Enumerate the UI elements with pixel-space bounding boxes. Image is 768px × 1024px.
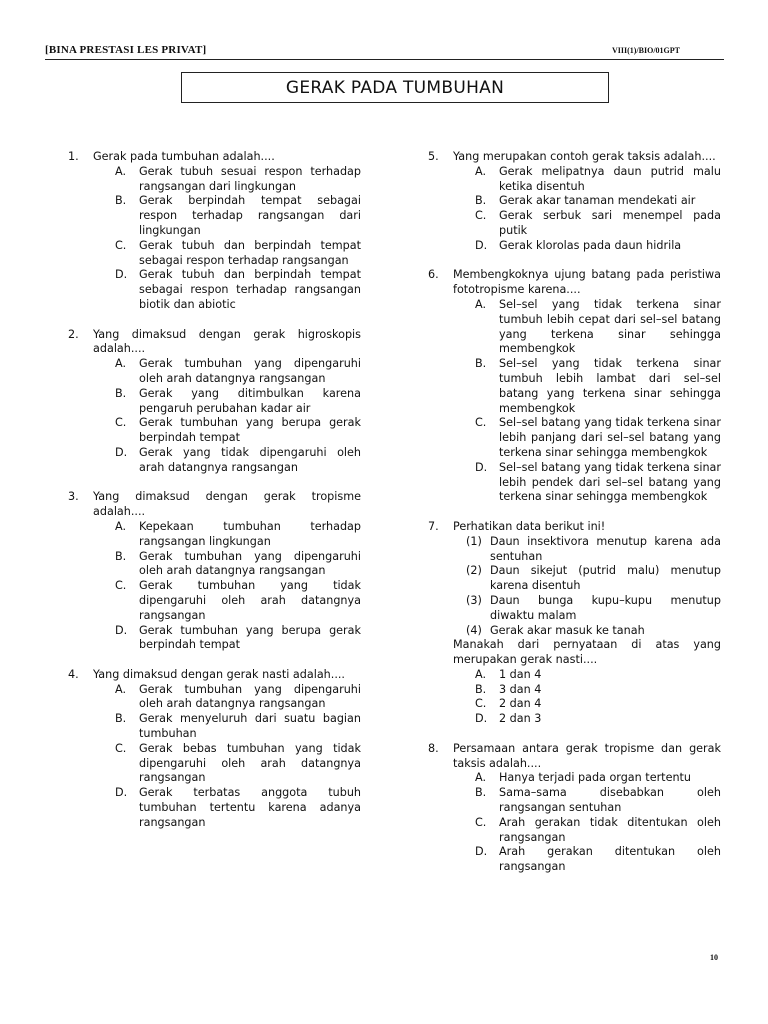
answer-option	[475, 697, 721, 712]
option-text: Gerak yang tidak dipengaruhi oleh arah datangnya rangsangan	[139, 445, 361, 474]
option-text: Gerak akar tanaman mendekati air	[499, 194, 696, 208]
question-item	[428, 268, 721, 505]
statement-text: Daun insektivora menutup karena ada sentuhan	[490, 534, 721, 563]
answer-option	[475, 786, 721, 816]
option-letter: A.	[115, 357, 127, 371]
option-text: Arah gerakan tidak ditentukan oleh rangsangan	[499, 815, 721, 844]
option-letter: B.	[115, 386, 127, 400]
option-letter: B.	[115, 712, 127, 726]
option-letter: B.	[475, 682, 487, 696]
statement-item	[466, 564, 721, 594]
option-text: Gerak terbatas anggota tubuh tumbuhan tertentu karena adanya rangsangan	[139, 786, 361, 829]
option-letter: D.	[475, 712, 488, 726]
option-letter: D.	[475, 238, 488, 252]
option-text: Sel–sel batang yang tidak terkena sinar lebih panjang dari sel–sel batang yang terkena sinar sehingga membengkok	[499, 416, 721, 459]
option-letter: D.	[475, 845, 488, 859]
statement-number: (1)	[466, 534, 482, 548]
question-text: Perhatikan data berikut ini!	[453, 519, 606, 533]
answer-option	[475, 357, 721, 416]
option-text: Gerak tumbuhan yang dipengaruhi oleh arah datangnya rangsangan	[139, 357, 361, 385]
option-letter: A.	[475, 164, 487, 178]
option-letter: C.	[475, 416, 487, 430]
header-right-code: VIII(1)/BIO/01GPT	[611, 46, 680, 55]
option-text: Gerak serbuk sari menempel pada putik	[499, 209, 721, 237]
question-text: Yang dimaksud dengan gerak nasti adalah....	[93, 667, 345, 681]
statement-text: Gerak akar masuk ke tanah	[490, 623, 645, 637]
option-text: Hanya terjadi pada organ tertentu	[499, 771, 692, 785]
answer-option	[475, 239, 721, 254]
option-text: 2 dan 3	[499, 712, 542, 726]
question-text: Persamaan antara gerak tropisme dan gerak taksis adalah....	[453, 741, 721, 770]
option-text: Gerak tumbuhan yang tidak dipengaruhi oleh arah datangnya rangsangan	[139, 579, 361, 622]
question-text: Yang dimaksud dengan gerak tropisme adalah....	[93, 490, 361, 519]
option-text: Gerak tumbuhan yang dipengaruhi oleh arah datangnya rangsangan	[139, 682, 361, 711]
answer-option	[475, 416, 721, 460]
statement-number: (4)	[466, 623, 482, 637]
question-header	[68, 490, 361, 520]
option-list	[115, 683, 361, 831]
option-text: Gerak tumbuhan yang berupa gerak berpindah tempat	[139, 416, 361, 445]
page-title	[181, 72, 609, 103]
option-text: 2 dan 4	[499, 697, 542, 711]
statement-number: (2)	[466, 564, 482, 578]
statement-list	[466, 535, 721, 639]
answer-option	[115, 387, 361, 417]
option-text: Gerak bebas tumbuhan yang tidak dipengaruhi oleh arah datangnya rangsangan	[139, 741, 361, 785]
option-text: Gerak klorolas pada daun hidrila	[499, 238, 682, 252]
answer-option	[475, 668, 721, 683]
option-letter: B.	[475, 194, 487, 208]
question-text: Gerak pada tumbuhan adalah....	[93, 150, 275, 163]
option-text: 3 dan 4	[499, 682, 542, 696]
option-letter: B.	[475, 786, 487, 800]
option-letter: D.	[115, 268, 128, 282]
option-list	[115, 357, 361, 475]
option-list	[475, 668, 721, 727]
page-title-text: GERAK PADA TUMBUHAN	[285, 77, 505, 98]
answer-option	[115, 194, 361, 238]
question-header	[68, 328, 361, 358]
question-number: 1.	[68, 150, 79, 163]
answer-option	[475, 712, 721, 727]
option-text: Gerak melipatnya daun putrid malu ketika disentuh	[499, 164, 721, 193]
statement-text: Daun bunga kupu–kupu menutup diwaktu malam	[490, 593, 721, 622]
option-list	[115, 520, 361, 653]
question-header	[428, 520, 721, 535]
answer-option	[475, 209, 721, 239]
answer-option	[475, 298, 721, 357]
answer-option	[115, 712, 361, 742]
option-letter: A.	[475, 667, 487, 681]
question-number: 5.	[428, 150, 439, 163]
right-column	[428, 150, 721, 890]
question-item	[428, 742, 721, 875]
option-letter: B.	[115, 549, 127, 563]
answer-option	[115, 624, 361, 654]
option-text: Arah gerakan ditentukan oleh rangsangan	[499, 845, 721, 874]
option-text: Gerak tumbuhan yang berupa gerak berpindah tempat	[139, 623, 361, 652]
answer-option	[115, 520, 361, 550]
question-number: 7.	[428, 519, 439, 533]
question-prompt: Manakah dari pernyataan di atas yang merupakan gerak nasti....	[453, 638, 721, 667]
answer-option	[115, 239, 361, 269]
question-header	[428, 150, 721, 165]
option-letter: C.	[475, 209, 487, 223]
question-item	[68, 490, 361, 653]
question-number: 6.	[428, 268, 439, 282]
option-text: Gerak yang ditimbulkan karena pengaruh perubahan kadar air	[139, 386, 361, 415]
option-letter: A.	[115, 682, 127, 696]
question-text: Membengkoknya ujung batang pada peristiwa fototropisme karena....	[453, 268, 721, 297]
answer-option	[115, 742, 361, 786]
option-letter: A.	[115, 164, 127, 178]
statement-item	[466, 624, 721, 639]
answer-option	[475, 194, 721, 209]
question-header	[428, 742, 721, 772]
option-list	[115, 165, 361, 313]
option-text: Kepekaan tumbuhan terhadap rangsangan lingkungan	[139, 519, 361, 548]
option-text: 1 dan 4	[499, 667, 542, 681]
option-letter: A.	[475, 771, 487, 785]
answer-option	[115, 786, 361, 830]
option-letter: D.	[115, 786, 128, 800]
option-text: Gerak tubuh dan berpindah tempat sebagai respon terhadap rangsangan	[139, 238, 361, 267]
answer-option	[475, 683, 721, 698]
option-letter: C.	[115, 741, 127, 755]
question-header	[68, 150, 361, 165]
question-text: Yang dimaksud dengan gerak higroskopis adalah....	[93, 327, 361, 356]
statement-number: (3)	[466, 593, 482, 607]
option-text: Sel–sel yang tidak terkena sinar tumbuh lebih cepat dari sel–sel batang yang terkena sinar sehingga membengkok	[499, 297, 721, 356]
header-left-text: [BINA PRESTASI LES PRIVAT]	[45, 44, 207, 56]
option-letter: C.	[475, 697, 487, 711]
answer-option	[475, 816, 721, 846]
question-header	[68, 668, 361, 683]
answer-option	[115, 165, 361, 195]
question-header	[428, 268, 721, 298]
question-number: 3.	[68, 490, 79, 504]
question-number: 2.	[68, 327, 79, 341]
answer-option	[475, 461, 721, 505]
answer-option	[475, 771, 721, 786]
answer-option	[475, 165, 721, 195]
option-text: Sama–sama disebabkan oleh rangsangan sentuhan	[499, 786, 721, 815]
answer-option	[115, 683, 361, 713]
option-letter: D.	[115, 445, 128, 459]
option-letter: D.	[115, 623, 128, 637]
answer-option	[115, 268, 361, 312]
answer-option	[115, 550, 361, 580]
option-text: Sel–sel batang yang tidak terkena sinar lebih pendek dari sel–sel batang yang terkena sinar sehingga membengkok	[499, 460, 721, 504]
answer-option	[115, 446, 361, 476]
answer-option	[115, 357, 361, 387]
option-text: Gerak tumbuhan yang dipengaruhi oleh arah datangnya rangsangan	[139, 549, 361, 578]
question-item	[68, 328, 361, 476]
answer-option	[115, 579, 361, 623]
option-letter: A.	[115, 519, 127, 533]
option-text: Gerak tubuh dan berpindah tempat sebagai respon terhadap rangsangan biotik dan abiotic	[139, 268, 361, 311]
option-letter: C.	[115, 579, 127, 593]
question-number: 4.	[68, 667, 79, 681]
question-item	[428, 520, 721, 727]
answer-option	[115, 416, 361, 446]
option-letter: D.	[475, 460, 488, 474]
question-item	[68, 668, 361, 831]
question-item	[68, 150, 361, 313]
option-text: Gerak berpindah tempat sebagai respon terhadap rangsangan dari lingkungan	[139, 194, 361, 237]
option-text: Gerak tubuh sesuai respon terhadap rangsangan dari lingkungan	[139, 164, 361, 193]
option-letter: C.	[115, 238, 127, 252]
option-list	[475, 771, 721, 875]
option-text: Sel–sel yang tidak terkena sinar tumbuh lebih lambat dari sel–sel batang yang terkena sinar sehingga membengkok	[499, 357, 721, 415]
answer-option	[475, 845, 721, 875]
option-letter: C.	[115, 416, 127, 430]
header-divider	[45, 59, 724, 60]
question-number: 8.	[428, 741, 439, 755]
question-text: Yang merupakan contoh gerak taksis adalah....	[453, 150, 716, 163]
statement-item	[466, 594, 721, 624]
left-column	[68, 150, 361, 845]
statement-item	[466, 535, 721, 565]
option-letter: A.	[475, 297, 487, 311]
option-letter: B.	[475, 357, 487, 371]
option-letter: B.	[115, 194, 127, 208]
question-item	[428, 150, 721, 254]
option-letter: C.	[475, 815, 487, 829]
page-number: 10	[710, 953, 718, 962]
option-text: Gerak menyeluruh dari suatu bagian tumbuhan	[139, 712, 361, 741]
option-list	[475, 298, 721, 505]
statement-text: Daun sikejut (putrid malu) menutup karena disentuh	[490, 564, 721, 593]
option-list	[475, 165, 721, 254]
